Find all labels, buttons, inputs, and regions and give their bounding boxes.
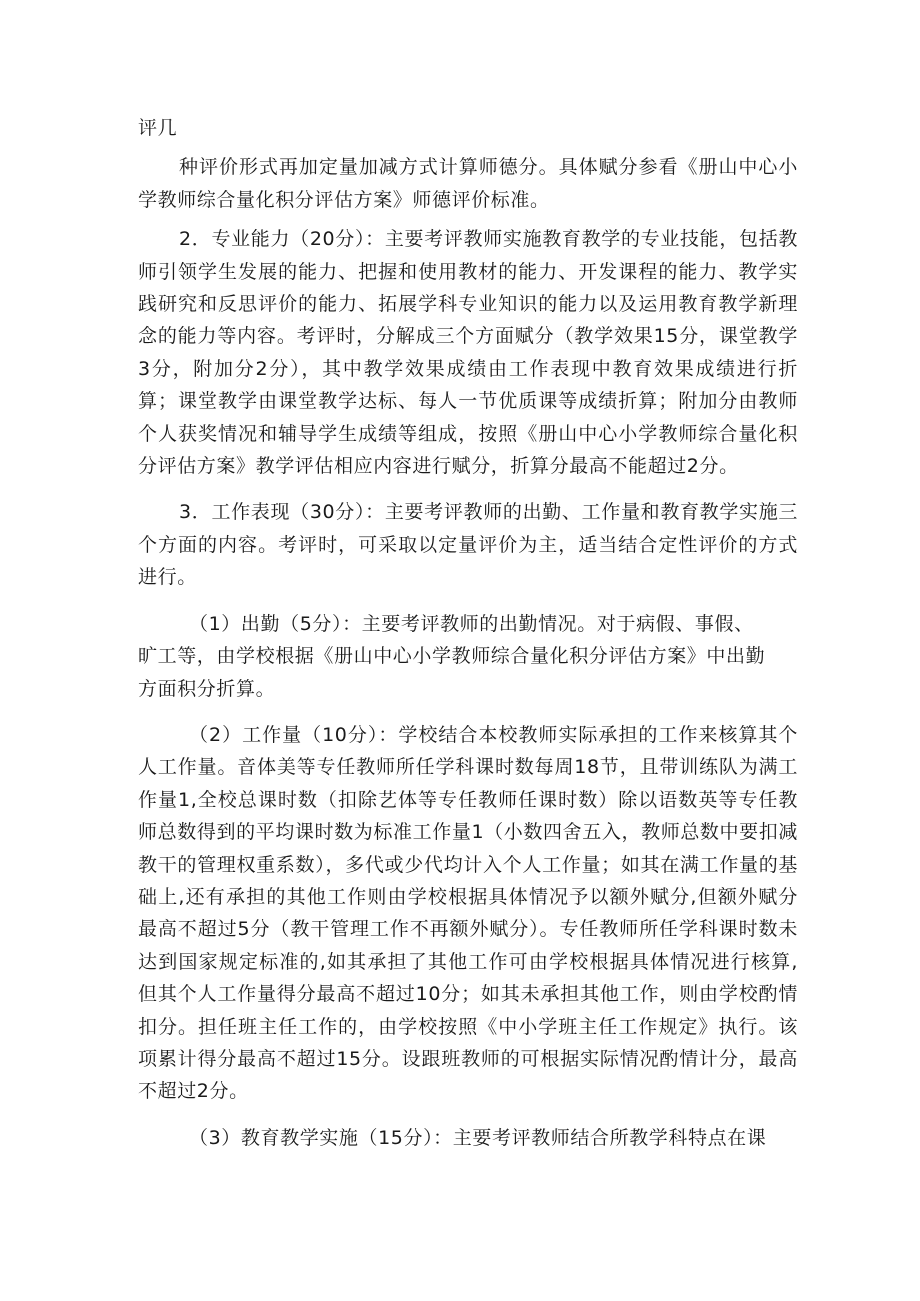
paragraph-ethics-scoring: 种评价形式再加定量加减方式计算师德分。具体赋分参看《册山中心小学教师综合量化积分评估方案》师德评价标准。 [138, 156, 798, 211]
paragraph-fragment-top: 评几 [138, 117, 178, 139]
paragraph-workload: （2）工作量（10分）：学校结合本校教师实际承担的工作来核算其个人工作量。音体美等专任教师所任学科课时数每周18节，且带训练队为满工作量1,全校总课时数（扣除艺体等专任教师任课时数）除以语数英等专任教师总数得到的平均课时数为标准工作量1（小数四舍五入，教师总数中要扣减教干的管理权重系数），多代或少代均计入个人工作量；如其在满工作量的基础上,还有承担的其他工作则由学校根据具体情况予以额外赋分,但额外赋分最高不超过5分（教干管理工作不再额外赋分）。专任教师所任学科课时数未达到国家规定标准的,如其承担了其他工作可由学校根据具体情况进行核算,但其个人工作量得分最高不超过10分；如其未承担其他工作，则由学校酌情扣分。担任班主任工作的，由学校按照《中小学班主任工作规定》执行。该项累计得分最高不超过15分。设跟班教师的可根据实际情况酌情计分，最高不超过2分。 [138, 723, 798, 1103]
paragraph-work-performance: 3．工作表现（30分）：主要考评教师的出勤、工作量和教育教学实施三个方面的内容。考评时，可采取以定量评价为主，适当结合定性评价的方式进行。 [138, 501, 798, 589]
attendance-line-3: 方面积分折算。 [138, 677, 276, 700]
attendance-line-1: （1）出勤（5分）：主要考评教师的出勤情况。对于病假、事假、 [189, 612, 754, 635]
attendance-line-2: 旷工等，由学校根据《册山中心小学教师综合量化积分评估方案》中出勤 [138, 645, 766, 668]
paragraph-professional-ability: 2．专业能力（20分）：主要考评教师实施教育教学的专业技能，包括教师引领学生发展的能力、把握和使用教材的能力、开发课程的能力、教学实践研究和反思评价的能力、拓展学科专业知识的能力以及运用教育教学新理念的能力等内容。考评时，分解成三个方面赋分（教学效果15分，课堂教学3分，附加分2分），其中教学效果成绩由工作表现中教育效果成绩进行折算；课堂教学由课堂教学达标、每人一节优质课等成绩折算；附加分由教师个人获奖情况和辅导学生成绩等组成，按照《册山中心小学教师综合量化积分评估方案》教学评估相应内容进行赋分，折算分最高不能超过2分。 [138, 228, 798, 478]
paragraph-attendance [138, 608, 798, 705]
document-body [138, 112, 798, 1154]
paragraph-teaching-implementation: （3）教育教学实施（15分）：主要考评教师结合所教学科特点在课 [189, 1126, 767, 1149]
